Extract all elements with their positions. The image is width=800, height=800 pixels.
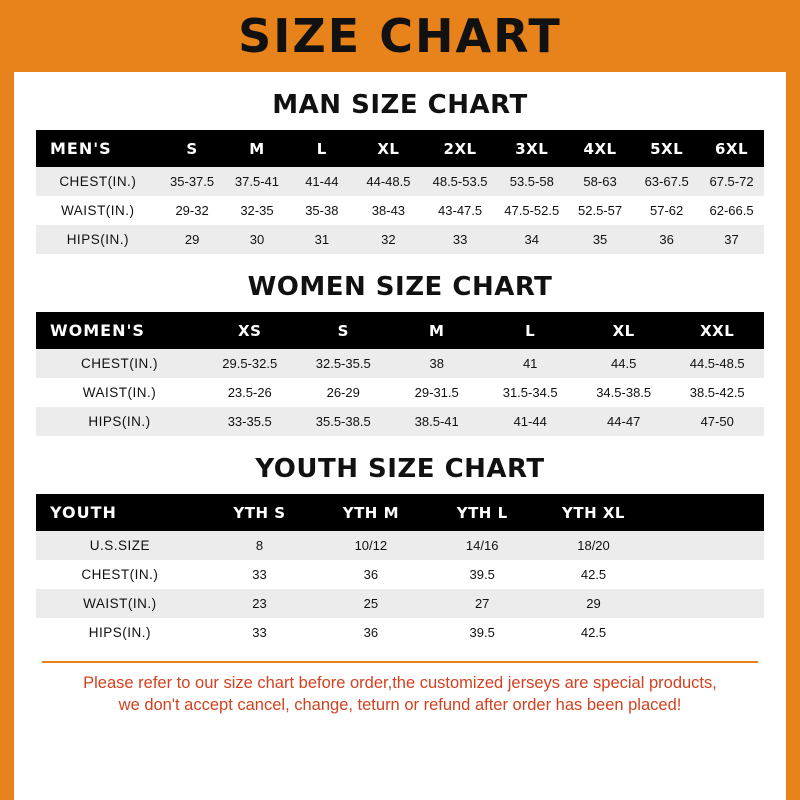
women-header-xxl: XXL (670, 312, 764, 349)
women-chest-xl: 44.5 (577, 349, 670, 378)
table-header-row (36, 312, 764, 349)
table-row (36, 560, 764, 589)
order-notice-line-2: we don't accept cancel, change, teturn or refund after order has been placed! (118, 696, 682, 715)
youth-hips-xl: 42.5 (538, 618, 649, 647)
youth-chest-l: 39.5 (427, 560, 538, 589)
men-row-waist-label: WAIST(IN.) (36, 196, 160, 225)
youth-table-body (36, 531, 764, 647)
men-table-head (36, 130, 764, 167)
men-table-body (36, 167, 764, 254)
men-header-l: L (289, 130, 354, 167)
youth-waist-s: 23 (204, 589, 315, 618)
youth-ussize-m: 10/12 (315, 531, 426, 560)
women-hips-s: 35.5-38.5 (296, 407, 389, 436)
youth-waist-l: 27 (427, 589, 538, 618)
youth-waist-blank (649, 589, 764, 618)
table-row (36, 167, 764, 196)
table-row (36, 531, 764, 560)
women-section-title: WOMEN SIZE CHART (247, 272, 553, 302)
men-chest-xl: 44-48.5 (354, 167, 422, 196)
women-row-hips-label: HIPS(IN.) (36, 407, 203, 436)
table-row (36, 196, 764, 225)
men-hips-4xl: 35 (566, 225, 634, 254)
women-row-chest-label: CHEST(IN.) (36, 349, 203, 378)
men-chest-6xl: 67.5-72 (699, 167, 764, 196)
page-title: SIZE CHART (238, 9, 562, 63)
men-hips-6xl: 37 (699, 225, 764, 254)
youth-row-ussize-label: U.S.SIZE (36, 531, 204, 560)
youth-size-table (36, 494, 764, 647)
youth-header-label: YOUTH (36, 494, 204, 531)
women-size-table (36, 312, 764, 436)
women-table-body (36, 349, 764, 436)
men-chest-s: 35-37.5 (160, 167, 225, 196)
men-header-xl: XL (354, 130, 422, 167)
men-waist-6xl: 62-66.5 (699, 196, 764, 225)
youth-header-ytth-l: YTH L (427, 494, 538, 531)
men-hips-2xl: 33 (423, 225, 498, 254)
men-waist-s: 29-32 (160, 196, 225, 225)
youth-section-title: YOUTH SIZE CHART (255, 454, 545, 484)
women-chest-xxl: 44.5-48.5 (670, 349, 764, 378)
youth-hips-l: 39.5 (427, 618, 538, 647)
youth-ussize-xl: 18/20 (538, 531, 649, 560)
women-header-l: L (483, 312, 576, 349)
table-row (36, 349, 764, 378)
men-waist-4xl: 52.5-57 (566, 196, 634, 225)
table-row (36, 589, 764, 618)
table-header-row (36, 130, 764, 167)
men-chest-3xl: 53.5-58 (498, 167, 566, 196)
youth-row-chest-label: CHEST(IN.) (36, 560, 204, 589)
men-header-5xl: 5XL (634, 130, 699, 167)
men-hips-5xl: 36 (634, 225, 699, 254)
men-waist-3xl: 47.5-52.5 (498, 196, 566, 225)
men-row-chest-label: CHEST(IN.) (36, 167, 160, 196)
women-waist-xxl: 38.5-42.5 (670, 378, 764, 407)
women-header-label: WOMEN'S (36, 312, 203, 349)
men-hips-l: 31 (289, 225, 354, 254)
men-header-6xl: 6XL (699, 130, 764, 167)
men-header-label: MEN'S (36, 130, 160, 167)
women-hips-m: 38.5-41 (390, 407, 483, 436)
men-row-hips-label: HIPS(IN.) (36, 225, 160, 254)
women-hips-xxl: 47-50 (670, 407, 764, 436)
men-chest-2xl: 48.5-53.5 (423, 167, 498, 196)
men-waist-2xl: 43-47.5 (423, 196, 498, 225)
youth-table-head (36, 494, 764, 531)
men-chest-m: 37.5-41 (225, 167, 290, 196)
youth-ussize-s: 8 (204, 531, 315, 560)
men-header-4xl: 4XL (566, 130, 634, 167)
women-waist-xs: 23.5-26 (203, 378, 296, 407)
women-chest-m: 38 (390, 349, 483, 378)
order-notice-line-1: Please refer to our size chart before order,the customized jerseys are special products, (83, 674, 717, 692)
table-row (36, 378, 764, 407)
youth-ussize-blank (649, 531, 764, 560)
women-waist-s: 26-29 (296, 378, 389, 407)
women-chest-s: 32.5-35.5 (296, 349, 389, 378)
women-header-xl: XL (577, 312, 670, 349)
men-hips-xl: 32 (354, 225, 422, 254)
youth-ussize-l: 14/16 (427, 531, 538, 560)
men-waist-l: 35-38 (289, 196, 354, 225)
women-hips-xl: 44-47 (577, 407, 670, 436)
youth-hips-blank (649, 618, 764, 647)
youth-header-blank (649, 494, 764, 531)
women-header-xs: XS (203, 312, 296, 349)
men-header-2xl: 2XL (423, 130, 498, 167)
men-hips-3xl: 34 (498, 225, 566, 254)
men-waist-m: 32-35 (225, 196, 290, 225)
men-chest-5xl: 63-67.5 (634, 167, 699, 196)
men-hips-m: 30 (225, 225, 290, 254)
men-header-s: S (160, 130, 225, 167)
youth-chest-m: 36 (315, 560, 426, 589)
men-section-title: MAN SIZE CHART (272, 90, 528, 120)
youth-chest-xl: 42.5 (538, 560, 649, 589)
women-waist-l: 31.5-34.5 (483, 378, 576, 407)
women-waist-m: 29-31.5 (390, 378, 483, 407)
women-chest-xs: 29.5-32.5 (203, 349, 296, 378)
youth-hips-s: 33 (204, 618, 315, 647)
table-row (36, 225, 764, 254)
women-hips-l: 41-44 (483, 407, 576, 436)
youth-header-ytth-s: YTH S (204, 494, 315, 531)
youth-chest-s: 33 (204, 560, 315, 589)
women-table-head (36, 312, 764, 349)
table-row (36, 407, 764, 436)
men-header-3xl: 3XL (498, 130, 566, 167)
women-header-s: S (296, 312, 389, 349)
youth-row-waist-label: WAIST(IN.) (36, 589, 204, 618)
women-hips-xs: 33-35.5 (203, 407, 296, 436)
men-chest-l: 41-44 (289, 167, 354, 196)
men-waist-5xl: 57-62 (634, 196, 699, 225)
women-header-m: M (390, 312, 483, 349)
youth-row-hips-label: HIPS(IN.) (36, 618, 204, 647)
youth-hips-m: 36 (315, 618, 426, 647)
youth-chest-blank (649, 560, 764, 589)
men-waist-xl: 38-43 (354, 196, 422, 225)
men-hips-s: 29 (160, 225, 225, 254)
men-size-table (36, 130, 764, 254)
page-banner (0, 0, 800, 72)
table-header-row (36, 494, 764, 531)
women-waist-xl: 34.5-38.5 (577, 378, 670, 407)
table-row (36, 618, 764, 647)
youth-header-ytth-m: YTH M (315, 494, 426, 531)
youth-header-ytth-xl: YTH XL (538, 494, 649, 531)
chart-content (14, 90, 786, 717)
men-header-m: M (225, 130, 290, 167)
order-notice (42, 661, 758, 717)
women-chest-l: 41 (483, 349, 576, 378)
women-row-waist-label: WAIST(IN.) (36, 378, 203, 407)
men-chest-4xl: 58-63 (566, 167, 634, 196)
youth-waist-xl: 29 (538, 589, 649, 618)
youth-waist-m: 25 (315, 589, 426, 618)
